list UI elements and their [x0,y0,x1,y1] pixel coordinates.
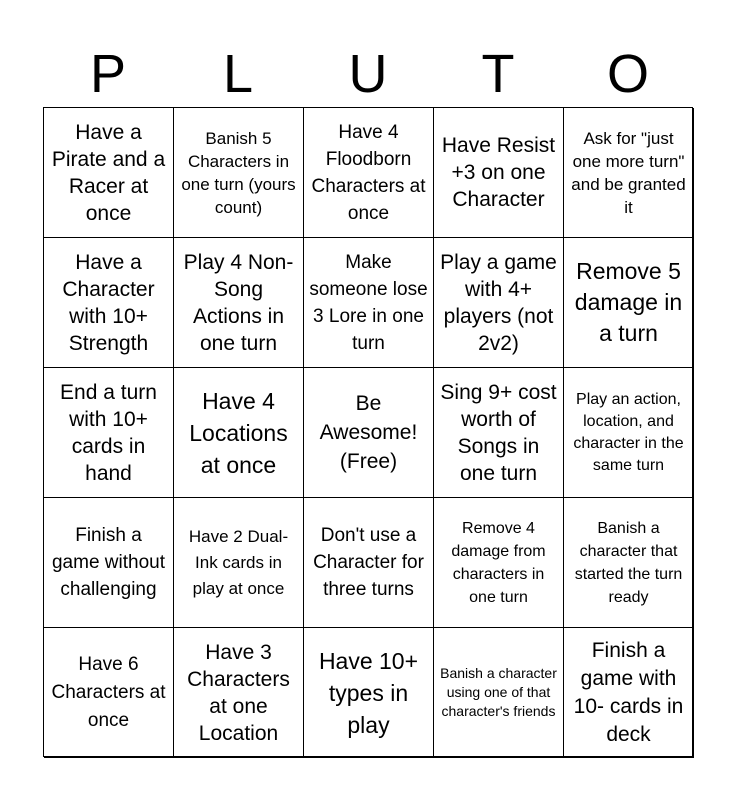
bingo-cell[interactable] [44,238,174,368]
bingo-cell[interactable] [434,368,564,498]
bingo-cell[interactable] [564,368,694,498]
bingo-cell[interactable] [44,108,174,238]
cell-text: Have a Pirate and a Racer at once [51,120,166,225]
cell-text: Have 4 Floodborn Characters at once [311,121,426,224]
cell-text: Have 3 Characters at one Location [187,640,290,745]
cell-text: Remove 4 damage from characters in one turn [451,519,546,606]
bingo-cell[interactable] [304,238,434,368]
cell-text: Play a game with 4+ players (not 2v2) [440,250,557,355]
cell-text: Ask for "just one more turn" and be granted it [571,128,686,217]
header-letter-2: L [222,44,254,104]
header-letter-4: T [481,44,515,104]
cell-text: Be Awesome! (Free) [319,392,418,473]
bingo-grid [43,107,693,757]
bingo-cell[interactable] [434,238,564,368]
bingo-cell[interactable] [174,498,304,628]
bingo-cell[interactable] [174,108,304,238]
header-letter-1: P [89,44,127,104]
cell-text: Have 10+ types in play [318,647,419,738]
bingo-cell[interactable] [44,368,174,498]
cell-text: Play an action, location, and character in the same turn [573,390,684,474]
cell-text: Have Resist +3 on one Character [441,134,556,211]
cell-text: Have 6 Characters at once [51,653,166,731]
bingo-cell[interactable] [304,628,434,758]
bingo-cell[interactable] [174,238,304,368]
cell-text: End a turn with 10+ cards in hand [60,380,157,485]
bingo-cell[interactable] [44,628,174,758]
cell-text: Finish a game without challenging [51,525,165,600]
header-letter-3: U [348,44,388,104]
cell-text: Have 2 Dual-Ink cards in play at once [188,526,289,598]
cell-text: Have a Character with 10+ Strength [62,250,155,355]
cell-text: Have 4 Locations at once [189,387,288,478]
bingo-cell[interactable] [174,368,304,498]
bingo-cell[interactable] [304,108,434,238]
bingo-cell[interactable] [564,498,694,628]
bingo-cell[interactable] [304,368,434,498]
cell-text: Make someone lose 3 Lore in one turn [309,251,428,354]
bingo-cell[interactable] [564,108,694,238]
bingo-cell[interactable] [434,108,564,238]
bingo-cell[interactable] [564,238,694,368]
bingo-cell[interactable] [174,628,304,758]
cell-text: Banish a character that started the turn ready [574,519,683,606]
bingo-cell[interactable] [434,628,564,758]
bingo-cell[interactable] [564,628,694,758]
bingo-cell[interactable] [434,498,564,628]
cell-text: Banish 5 Characters in one turn (yours count) [181,128,296,217]
bingo-header [43,42,693,106]
header-letter-5: O [606,44,649,104]
cell-text: Play 4 Non-Song Actions in one turn [183,250,294,355]
cell-text: Remove 5 damage in a turn [574,258,683,346]
cell-text: Don't use a Character for three turns [313,525,424,600]
cell-text: Banish a character using one of that character's friends [440,665,557,719]
cell-text: Finish a game with 10- cards in deck [573,638,684,746]
bingo-cell[interactable] [304,498,434,628]
cell-text: Sing 9+ cost worth of Songs in one turn [440,380,557,485]
bingo-cell[interactable] [44,498,174,628]
